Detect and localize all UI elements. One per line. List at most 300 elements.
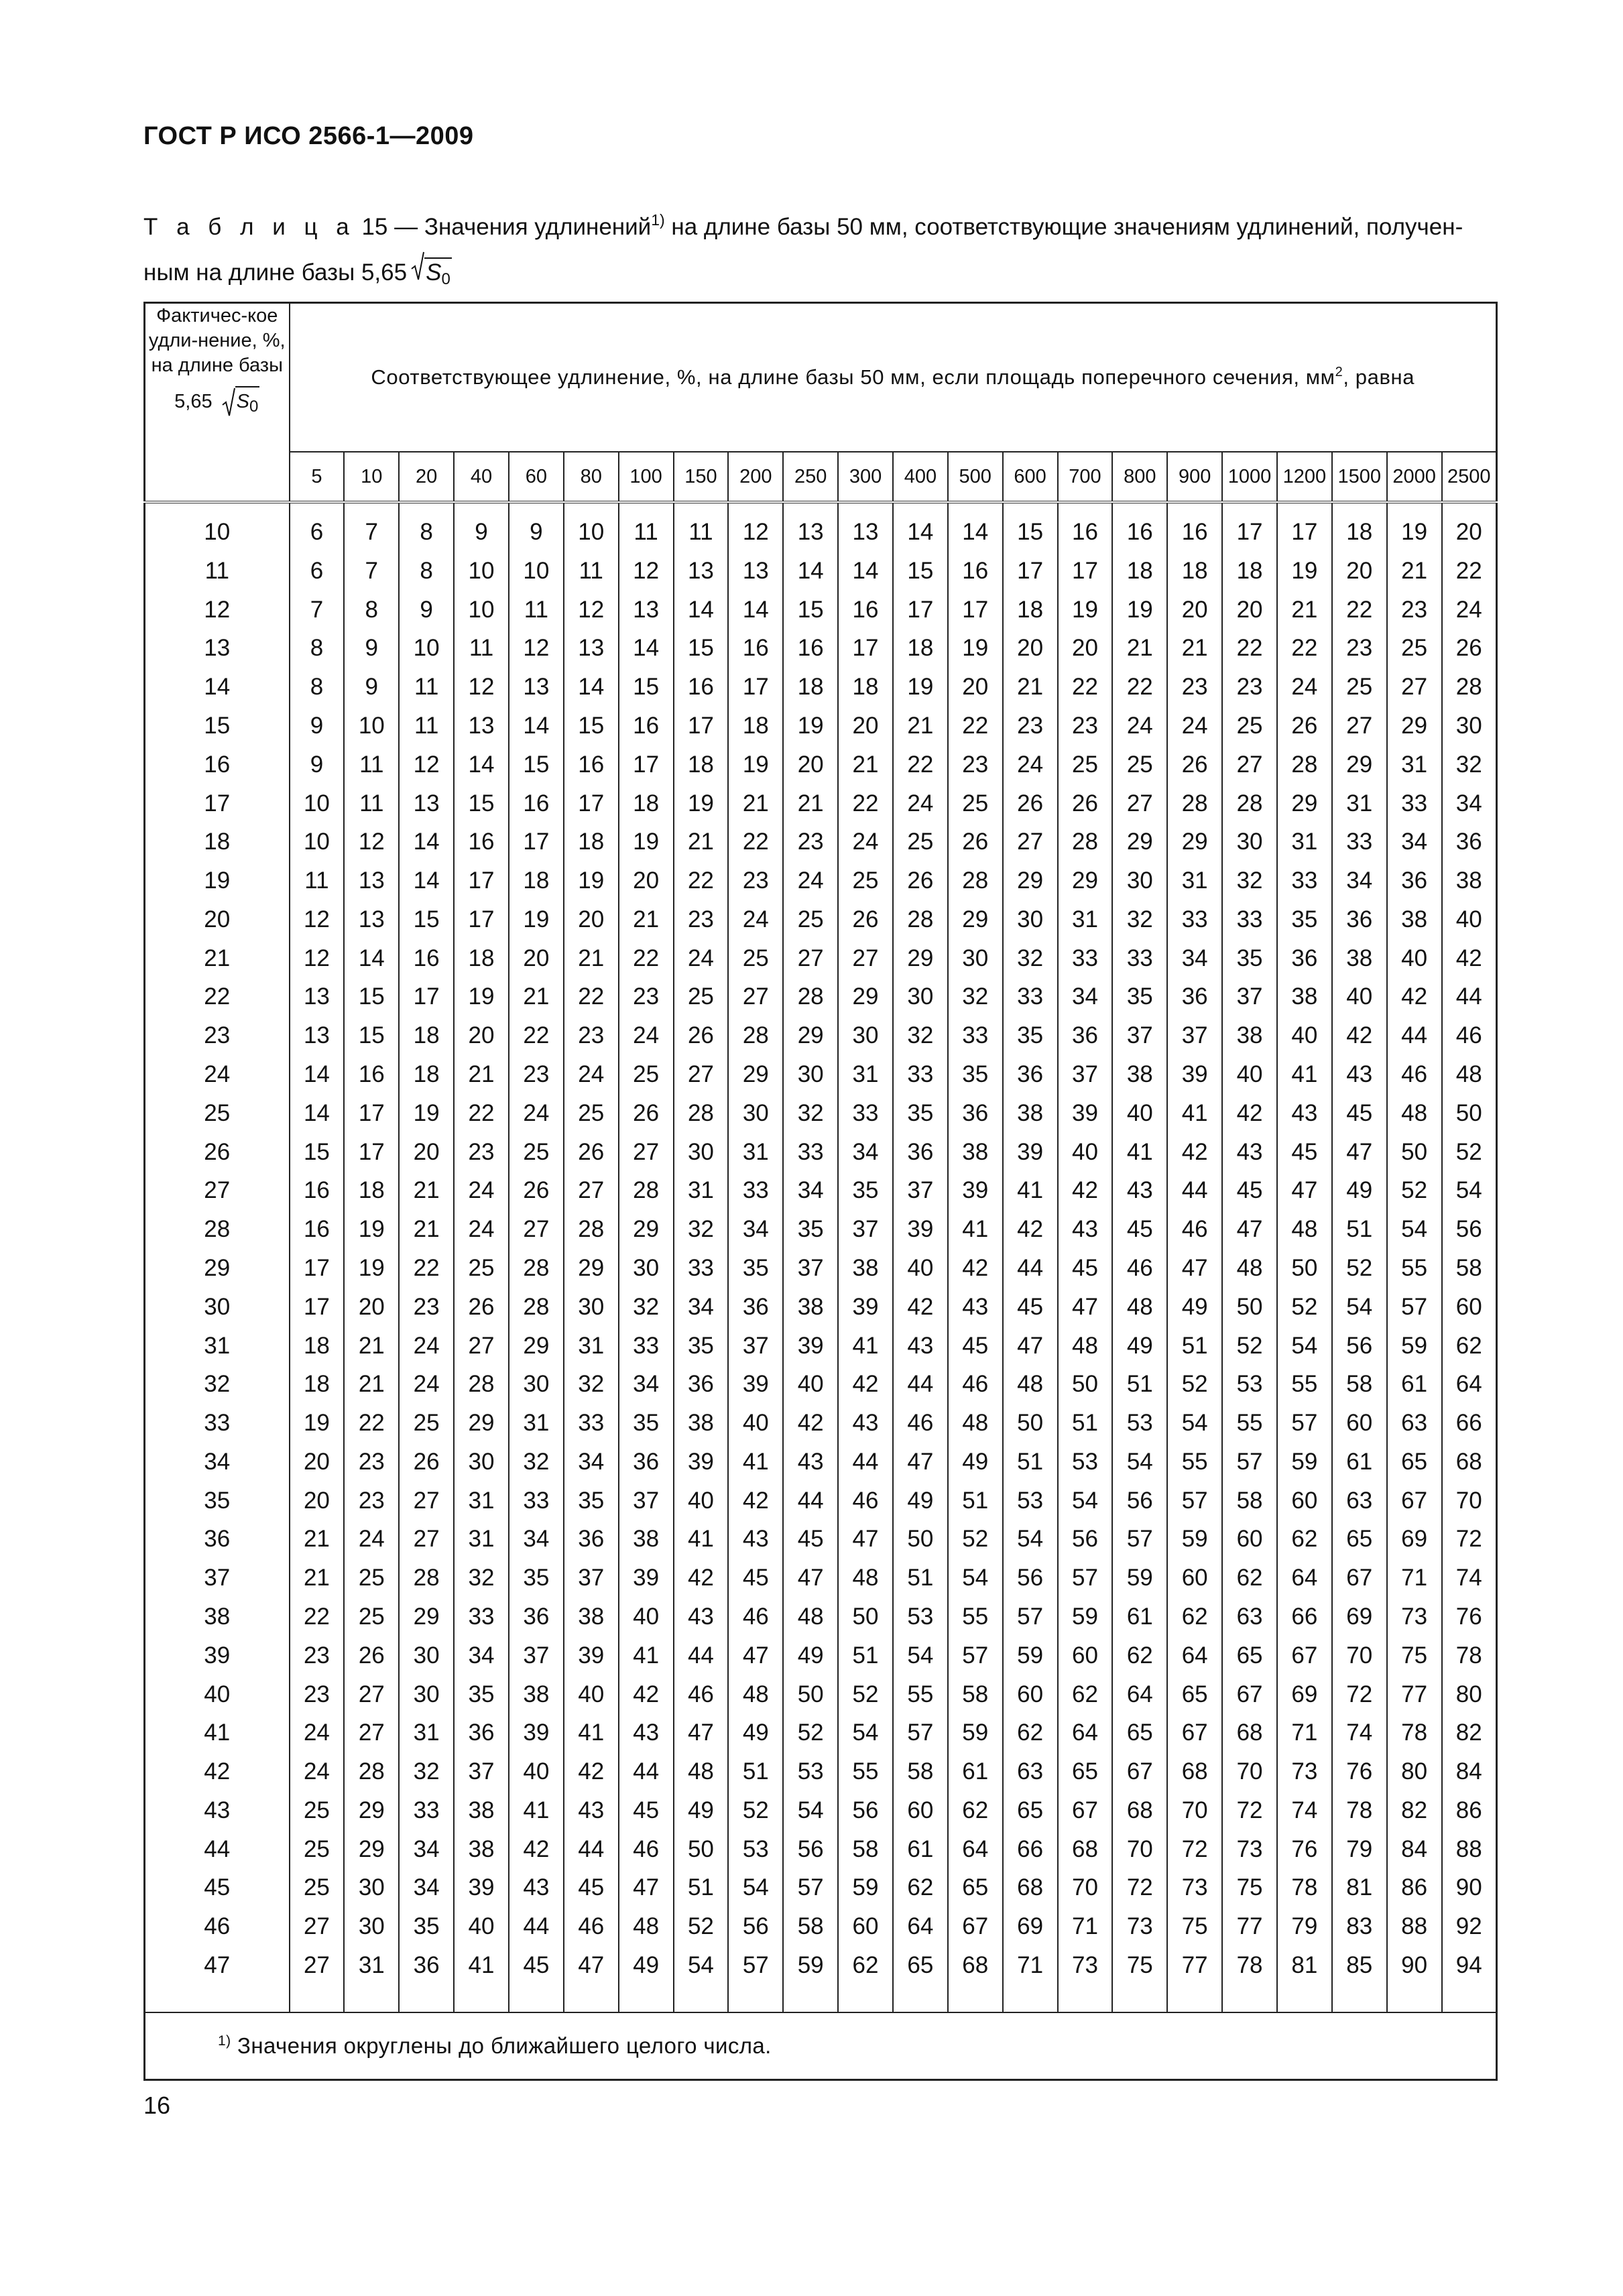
elongation-value-cell: 15 <box>344 978 399 1017</box>
elongation-value-cell: 11 <box>564 552 619 591</box>
elongation-value-cell: 56 <box>838 1791 893 1830</box>
elongation-value-cell: 27 <box>1003 823 1058 861</box>
elongation-value-cell: 54 <box>1332 1288 1387 1327</box>
elongation-value-cell: 23 <box>783 823 838 861</box>
elongation-value-cell: 27 <box>838 939 893 978</box>
elongation-value-cell: 41 <box>1167 1094 1222 1133</box>
elongation-value-cell: 20 <box>454 1016 509 1055</box>
elongation-value-cell: 31 <box>728 1133 783 1172</box>
elongation-value-cell: 41 <box>1277 1055 1332 1094</box>
table-row <box>145 1830 1497 1869</box>
elongation-value-cell: 35 <box>893 1094 948 1133</box>
elongation-value-cell: 66 <box>1277 1597 1332 1636</box>
elongation-value-cell: 18 <box>564 823 619 861</box>
elongation-value-cell: 17 <box>344 1094 399 1133</box>
elongation-value-cell: 40 <box>509 1752 564 1791</box>
spacer-cell <box>1058 502 1113 513</box>
elongation-value-cell: 57 <box>1167 1482 1222 1520</box>
table-row <box>145 1791 1497 1830</box>
elongation-value-cell: 20 <box>564 900 619 939</box>
elongation-value-cell: 33 <box>783 1133 838 1172</box>
elongation-value-cell: 63 <box>1387 1404 1442 1443</box>
elongation-value-cell: 15 <box>893 552 948 591</box>
elongation-value-cell: 51 <box>1332 1210 1387 1249</box>
elongation-value-cell: 20 <box>1442 513 1497 552</box>
elongation-value-cell: 54 <box>728 1869 783 1908</box>
elongation-value-cell: 14 <box>728 591 783 629</box>
elongation-value-cell: 24 <box>619 1016 674 1055</box>
elongation-value-cell: 28 <box>509 1249 564 1288</box>
gap-cell <box>1442 1985 1497 2013</box>
table-caption <box>143 204 1498 296</box>
elongation-value-cell: 34 <box>509 1520 564 1559</box>
elongation-value-cell: 70 <box>1058 1869 1113 1908</box>
elongation-value-cell: 54 <box>1387 1210 1442 1249</box>
elongation-value-cell: 53 <box>728 1830 783 1869</box>
elongation-value-cell: 36 <box>893 1133 948 1172</box>
table-row <box>145 784 1497 823</box>
elongation-value-cell: 11 <box>344 745 399 784</box>
elongation-value-cell: 46 <box>1112 1249 1167 1288</box>
area-column-header: 250 <box>783 452 838 502</box>
elongation-value-cell: 47 <box>728 1636 783 1675</box>
elongation-value-cell: 43 <box>1058 1210 1113 1249</box>
elongation-value-cell: 35 <box>1277 900 1332 939</box>
elongation-value-cell: 23 <box>1167 668 1222 707</box>
elongation-value-cell: 30 <box>838 1016 893 1055</box>
elongation-value-cell: 11 <box>290 861 345 900</box>
elongation-value-cell: 28 <box>1167 784 1222 823</box>
elongation-value-cell: 56 <box>1442 1210 1497 1249</box>
elongation-value-cell: 55 <box>1277 1365 1332 1404</box>
actual-elongation-cell: 40 <box>145 1675 290 1714</box>
elongation-value-cell: 40 <box>1277 1016 1332 1055</box>
elongation-value-cell: 22 <box>290 1597 345 1636</box>
actual-elongation-cell: 23 <box>145 1016 290 1055</box>
elongation-value-cell: 50 <box>1003 1404 1058 1443</box>
elongation-value-cell: 24 <box>1277 668 1332 707</box>
elongation-value-cell: 23 <box>1387 591 1442 629</box>
elongation-value-cell: 47 <box>838 1520 893 1559</box>
elongation-value-cell: 34 <box>564 1443 619 1482</box>
elongation-value-cell: 30 <box>399 1636 454 1675</box>
corresponding-elongation-header <box>290 303 1497 452</box>
elongation-value-cell: 43 <box>948 1288 1003 1327</box>
elongation-value-cell: 64 <box>893 1907 948 1946</box>
elongation-value-cell: 62 <box>1167 1597 1222 1636</box>
elongation-value-cell: 42 <box>619 1675 674 1714</box>
gap-cell <box>1112 1985 1167 2013</box>
elongation-value-cell: 33 <box>454 1597 509 1636</box>
span-header-tail: , равна <box>1343 365 1415 389</box>
elongation-value-cell: 86 <box>1442 1791 1497 1830</box>
elongation-value-cell: 73 <box>1277 1752 1332 1791</box>
elongation-value-cell: 72 <box>1167 1830 1222 1869</box>
elongation-value-cell: 20 <box>509 939 564 978</box>
elongation-value-cell: 72 <box>1442 1520 1497 1559</box>
elongation-value-cell: 19 <box>674 784 729 823</box>
elongation-value-cell: 48 <box>1112 1288 1167 1327</box>
elongation-value-cell: 56 <box>1112 1482 1167 1520</box>
gap-cell <box>399 1985 454 2013</box>
gap-cell <box>838 1985 893 2013</box>
elongation-value-cell: 48 <box>1222 1249 1277 1288</box>
elongation-value-cell: 34 <box>1167 939 1222 978</box>
elongation-value-cell: 43 <box>838 1404 893 1443</box>
elongation-value-cell: 26 <box>509 1172 564 1211</box>
elongation-value-cell: 59 <box>1112 1559 1167 1597</box>
elongation-value-cell: 37 <box>564 1559 619 1597</box>
elongation-value-cell: 43 <box>728 1520 783 1559</box>
elongation-value-cell: 57 <box>1277 1404 1332 1443</box>
elongation-value-cell: 43 <box>1222 1133 1277 1172</box>
elongation-value-cell: 15 <box>783 591 838 629</box>
elongation-value-cell: 18 <box>1167 552 1222 591</box>
elongation-value-cell: 45 <box>783 1520 838 1559</box>
table-row <box>145 1094 1497 1133</box>
elongation-value-cell: 49 <box>1112 1327 1167 1366</box>
elongation-value-cell: 65 <box>893 1946 948 1985</box>
elongation-value-cell: 25 <box>290 1830 345 1869</box>
elongation-value-cell: 57 <box>1112 1520 1167 1559</box>
gap-cell <box>344 1985 399 2013</box>
elongation-value-cell: 21 <box>399 1210 454 1249</box>
elongation-value-cell: 24 <box>1003 745 1058 784</box>
table-row <box>145 1869 1497 1908</box>
elongation-value-cell: 73 <box>1167 1869 1222 1908</box>
elongation-value-cell: 39 <box>509 1713 564 1752</box>
actual-elongation-cell: 34 <box>145 1443 290 1482</box>
elongation-value-cell: 52 <box>1442 1133 1497 1172</box>
elongation-value-cell: 23 <box>344 1443 399 1482</box>
elongation-value-cell: 19 <box>948 629 1003 668</box>
elongation-value-cell: 28 <box>1058 823 1113 861</box>
elongation-value-cell: 14 <box>399 861 454 900</box>
elongation-value-cell: 52 <box>674 1907 729 1946</box>
elongation-value-cell: 31 <box>1167 861 1222 900</box>
area-column-header: 700 <box>1058 452 1113 502</box>
actual-elongation-cell: 37 <box>145 1559 290 1597</box>
caption-text-part2: на длине базы 50 мм, соответствующие значениям удлинений, получен- <box>664 214 1463 240</box>
elongation-value-cell: 44 <box>674 1636 729 1675</box>
elongation-value-cell: 27 <box>509 1210 564 1249</box>
table-row <box>145 1520 1497 1559</box>
elongation-value-cell: 14 <box>893 513 948 552</box>
elongation-value-cell: 16 <box>838 591 893 629</box>
elongation-value-cell: 13 <box>728 552 783 591</box>
elongation-value-cell: 45 <box>1277 1133 1332 1172</box>
elongation-value-cell: 24 <box>838 823 893 861</box>
elongation-value-cell: 28 <box>509 1288 564 1327</box>
table-row <box>145 1752 1497 1791</box>
elongation-value-cell: 28 <box>783 978 838 1017</box>
elongation-value-cell: 90 <box>1442 1869 1497 1908</box>
elongation-value-cell: 68 <box>1222 1713 1277 1752</box>
elongation-value-cell: 34 <box>783 1172 838 1211</box>
elongation-value-cell: 34 <box>1058 978 1113 1017</box>
elongation-value-cell: 32 <box>564 1365 619 1404</box>
elongation-value-cell: 17 <box>1058 552 1113 591</box>
elongation-value-cell: 52 <box>1277 1288 1332 1327</box>
elongation-value-cell: 22 <box>564 978 619 1017</box>
elongation-value-cell: 52 <box>783 1713 838 1752</box>
span-header-text: Соответствующее удлинение, %, на длине базы 50 мм, если площадь поперечного сечения, мм <box>371 365 1335 389</box>
elongation-value-cell: 44 <box>1442 978 1497 1017</box>
elongation-value-cell: 30 <box>1442 707 1497 745</box>
elongation-value-cell: 54 <box>948 1559 1003 1597</box>
elongation-value-cell: 65 <box>1003 1791 1058 1830</box>
elongation-value-cell: 27 <box>399 1482 454 1520</box>
actual-elongation-cell: 12 <box>145 591 290 629</box>
gap-cell <box>893 1985 948 2013</box>
elongation-value-cell: 64 <box>1112 1675 1167 1714</box>
elongation-value-cell: 41 <box>948 1210 1003 1249</box>
area-column-header: 10 <box>344 452 399 502</box>
elongation-value-cell: 55 <box>1387 1249 1442 1288</box>
elongation-value-cell: 52 <box>1332 1249 1387 1288</box>
elongation-value-cell: 25 <box>564 1094 619 1133</box>
elongation-value-cell: 32 <box>893 1016 948 1055</box>
elongation-value-cell: 43 <box>564 1791 619 1830</box>
elongation-value-cell: 52 <box>1387 1172 1442 1211</box>
elongation-value-cell: 76 <box>1442 1597 1497 1636</box>
elongation-value-cell: 13 <box>564 629 619 668</box>
elongation-value-cell: 25 <box>290 1869 345 1908</box>
elongation-value-cell: 20 <box>1222 591 1277 629</box>
spacer-cell <box>1442 502 1497 513</box>
elongation-value-cell: 27 <box>1112 784 1167 823</box>
elongation-value-cell: 42 <box>1442 939 1497 978</box>
elongation-value-cell: 58 <box>1332 1365 1387 1404</box>
elongation-value-cell: 11 <box>674 513 729 552</box>
elongation-value-cell: 88 <box>1442 1830 1497 1869</box>
elongation-value-cell: 29 <box>1277 784 1332 823</box>
elongation-value-cell: 53 <box>1058 1443 1113 1482</box>
elongation-value-cell: 15 <box>344 1016 399 1055</box>
actual-elongation-cell: 44 <box>145 1830 290 1869</box>
elongation-value-cell: 63 <box>1003 1752 1058 1791</box>
elongation-value-cell: 9 <box>290 745 345 784</box>
elongation-value-cell: 24 <box>1167 707 1222 745</box>
elongation-value-cell: 19 <box>509 900 564 939</box>
elongation-value-cell: 21 <box>344 1327 399 1366</box>
elongation-table <box>143 302 1498 2081</box>
elongation-value-cell: 46 <box>893 1404 948 1443</box>
elongation-value-cell: 34 <box>838 1133 893 1172</box>
elongation-value-cell: 30 <box>783 1055 838 1094</box>
elongation-value-cell: 62 <box>948 1791 1003 1830</box>
elongation-value-cell: 18 <box>344 1172 399 1211</box>
table-row <box>145 1443 1497 1482</box>
elongation-value-cell: 55 <box>893 1675 948 1714</box>
spacer-cell <box>838 502 893 513</box>
elongation-value-cell: 26 <box>454 1288 509 1327</box>
elongation-value-cell: 38 <box>1442 861 1497 900</box>
elongation-value-cell: 74 <box>1277 1791 1332 1830</box>
elongation-value-cell: 15 <box>290 1133 345 1172</box>
elongation-value-cell: 43 <box>783 1443 838 1482</box>
elongation-value-cell: 61 <box>1387 1365 1442 1404</box>
elongation-value-cell: 28 <box>564 1210 619 1249</box>
elongation-value-cell: 37 <box>838 1210 893 1249</box>
elongation-value-cell: 16 <box>564 745 619 784</box>
actual-elongation-cell: 17 <box>145 784 290 823</box>
elongation-value-cell: 49 <box>1167 1288 1222 1327</box>
elongation-value-cell: 25 <box>290 1791 345 1830</box>
elongation-value-cell: 92 <box>1442 1907 1497 1946</box>
elongation-value-cell: 8 <box>399 552 454 591</box>
elongation-value-cell: 50 <box>838 1597 893 1636</box>
elongation-value-cell: 21 <box>1277 591 1332 629</box>
actual-elongation-header-text: Фактичес-кое удли-нение, %, на длине базы <box>148 305 286 376</box>
elongation-value-cell: 42 <box>1387 978 1442 1017</box>
area-column-header: 150 <box>674 452 729 502</box>
elongation-value-cell: 29 <box>783 1016 838 1055</box>
elongation-value-cell: 63 <box>1332 1482 1387 1520</box>
elongation-value-cell: 18 <box>509 861 564 900</box>
elongation-value-cell: 19 <box>893 668 948 707</box>
elongation-value-cell: 43 <box>893 1327 948 1366</box>
elongation-value-cell: 31 <box>1277 823 1332 861</box>
elongation-value-cell: 38 <box>619 1520 674 1559</box>
spacer-cell <box>728 502 783 513</box>
actual-elongation-cell: 18 <box>145 823 290 861</box>
elongation-value-cell: 58 <box>948 1675 1003 1714</box>
area-column-header: 300 <box>838 452 893 502</box>
spacer-cell <box>1277 502 1332 513</box>
elongation-value-cell: 19 <box>564 861 619 900</box>
elongation-value-cell: 28 <box>454 1365 509 1404</box>
elongation-value-cell: 42 <box>1167 1133 1222 1172</box>
elongation-value-cell: 35 <box>674 1327 729 1366</box>
elongation-value-cell: 44 <box>838 1443 893 1482</box>
elongation-value-cell: 44 <box>1167 1172 1222 1211</box>
caption-sqrt-formula <box>411 250 452 296</box>
spacer-cell <box>509 502 564 513</box>
elongation-value-cell: 49 <box>728 1713 783 1752</box>
elongation-value-cell: 24 <box>399 1327 454 1366</box>
elongation-value-cell: 32 <box>1112 900 1167 939</box>
elongation-value-cell: 46 <box>1442 1016 1497 1055</box>
elongation-value-cell: 58 <box>893 1752 948 1791</box>
actual-elongation-cell: 25 <box>145 1094 290 1133</box>
elongation-value-cell: 9 <box>344 629 399 668</box>
elongation-value-cell: 63 <box>1222 1597 1277 1636</box>
actual-elongation-cell: 24 <box>145 1055 290 1094</box>
elongation-value-cell: 39 <box>1003 1133 1058 1172</box>
elongation-value-cell: 65 <box>1332 1520 1387 1559</box>
elongation-value-cell: 11 <box>454 629 509 668</box>
elongation-value-cell: 50 <box>1222 1288 1277 1327</box>
elongation-value-cell: 31 <box>399 1713 454 1752</box>
actual-elongation-header <box>145 303 290 503</box>
table-row <box>145 745 1497 784</box>
elongation-value-cell: 39 <box>619 1559 674 1597</box>
elongation-value-cell: 32 <box>509 1443 564 1482</box>
elongation-value-cell: 25 <box>399 1404 454 1443</box>
elongation-value-cell: 27 <box>619 1133 674 1172</box>
elongation-value-cell: 9 <box>399 591 454 629</box>
elongation-value-cell: 28 <box>893 900 948 939</box>
elongation-value-cell: 30 <box>399 1675 454 1714</box>
elongation-value-cell: 33 <box>1387 784 1442 823</box>
elongation-value-cell: 16 <box>290 1210 345 1249</box>
elongation-value-cell: 50 <box>783 1675 838 1714</box>
table-row <box>145 1675 1497 1714</box>
elongation-value-cell: 77 <box>1222 1907 1277 1946</box>
elongation-value-cell: 42 <box>948 1249 1003 1288</box>
elongation-value-cell: 26 <box>344 1636 399 1675</box>
elongation-value-cell: 62 <box>1058 1675 1113 1714</box>
elongation-value-cell: 36 <box>948 1094 1003 1133</box>
elongation-value-cell: 51 <box>1112 1365 1167 1404</box>
elongation-value-cell: 26 <box>1058 784 1113 823</box>
table-row <box>145 1636 1497 1675</box>
elongation-value-cell: 22 <box>619 939 674 978</box>
elongation-value-cell: 29 <box>454 1404 509 1443</box>
elongation-value-cell: 27 <box>1387 668 1442 707</box>
elongation-value-cell: 17 <box>948 591 1003 629</box>
elongation-value-cell: 41 <box>509 1791 564 1830</box>
actual-elongation-cell: 14 <box>145 668 290 707</box>
elongation-value-cell: 13 <box>454 707 509 745</box>
elongation-value-cell: 21 <box>893 707 948 745</box>
elongation-value-cell: 94 <box>1442 1946 1497 1985</box>
gap-cell <box>1332 1985 1387 2013</box>
elongation-value-cell: 33 <box>399 1791 454 1830</box>
elongation-value-cell: 40 <box>1442 900 1497 939</box>
elongation-value-cell: 29 <box>1112 823 1167 861</box>
table-row <box>145 1907 1497 1946</box>
spacer-cell <box>893 502 948 513</box>
elongation-value-cell: 41 <box>838 1327 893 1366</box>
elongation-value-cell: 30 <box>893 978 948 1017</box>
elongation-value-cell: 29 <box>344 1830 399 1869</box>
elongation-value-cell: 40 <box>1058 1133 1113 1172</box>
gap-cell <box>1387 1985 1442 2013</box>
elongation-value-cell: 35 <box>783 1210 838 1249</box>
elongation-value-cell: 57 <box>1003 1597 1058 1636</box>
spacer-cell <box>1003 502 1058 513</box>
area-column-header: 80 <box>564 452 619 502</box>
elongation-value-cell: 80 <box>1442 1675 1497 1714</box>
elongation-value-cell: 43 <box>1277 1094 1332 1133</box>
elongation-value-cell: 21 <box>399 1172 454 1211</box>
elongation-value-cell: 17 <box>564 784 619 823</box>
elongation-value-cell: 10 <box>399 629 454 668</box>
elongation-value-cell: 25 <box>948 784 1003 823</box>
table-row <box>145 1597 1497 1636</box>
elongation-value-cell: 40 <box>564 1675 619 1714</box>
elongation-value-cell: 19 <box>290 1404 345 1443</box>
elongation-value-cell: 68 <box>1058 1830 1113 1869</box>
elongation-value-cell: 38 <box>1003 1094 1058 1133</box>
elongation-value-cell: 79 <box>1277 1907 1332 1946</box>
elongation-value-cell: 65 <box>1387 1443 1442 1482</box>
elongation-value-cell: 30 <box>1112 861 1167 900</box>
elongation-value-cell: 21 <box>838 745 893 784</box>
elongation-value-cell: 33 <box>1058 939 1113 978</box>
elongation-value-cell: 21 <box>344 1365 399 1404</box>
elongation-value-cell: 13 <box>838 513 893 552</box>
elongation-value-cell: 54 <box>1058 1482 1113 1520</box>
elongation-value-cell: 24 <box>454 1172 509 1211</box>
elongation-value-cell: 22 <box>344 1404 399 1443</box>
actual-elongation-cell: 43 <box>145 1791 290 1830</box>
elongation-value-cell: 28 <box>674 1094 729 1133</box>
elongation-value-cell: 51 <box>728 1752 783 1791</box>
area-column-header: 1200 <box>1277 452 1332 502</box>
